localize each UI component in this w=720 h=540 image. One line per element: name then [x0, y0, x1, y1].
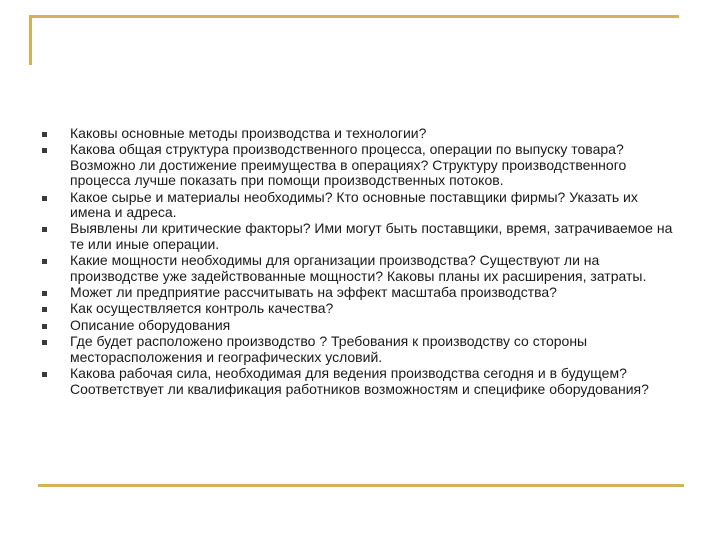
list-item-text: Каковы основные методы производства и технологии?: [70, 125, 427, 141]
square-bullet-icon: [42, 227, 47, 232]
list-item: [40, 190, 680, 221]
slide-content: [40, 126, 680, 398]
list-item: [40, 142, 680, 188]
frame-top-line: [29, 15, 679, 18]
square-bullet-icon: [42, 340, 47, 345]
square-bullet-icon: [42, 132, 47, 137]
square-bullet-icon: [42, 148, 47, 153]
list-item: [40, 318, 680, 333]
square-bullet-icon: [42, 372, 47, 377]
square-bullet-icon: [42, 291, 47, 296]
list-item: [40, 334, 680, 365]
square-bullet-icon: [42, 196, 47, 201]
list-item-text: Может ли предприятие рассчитывать на эффект масштаба производства?: [70, 284, 557, 301]
list-item-text: Какова общая структура производственного процесса, операции по выпуску товара? Возможно ли достижение преимущества в операциях? Структуру производственного процесса лучше показать при помощи производственных потоков.: [70, 141, 627, 189]
list-item-text: Описание оборудования: [70, 316, 231, 333]
list-item-text: Какие мощности необходимы для организации производства? Существуют ли на производстве уже задействованные мощности? Каковы планы их расширения, затраты.: [70, 252, 647, 284]
list-item-text: Где будет расположено производство ? Требования к производству со стороны месторасположения и географических условий.: [70, 333, 588, 365]
square-bullet-icon: [42, 259, 47, 264]
list-item: [40, 253, 680, 284]
list-item: [40, 285, 680, 300]
list-item-text: Какое сырье и материалы необходимы? Кто основные поставщики фирмы? Указать их имена и адреса.: [70, 188, 638, 221]
bullet-list: [40, 126, 680, 397]
frame-bottom-line: [38, 484, 684, 487]
list-item-text: Какова рабочая сила, необходимая для ведения производства сегодня и в будущем? Соответствует ли квалификация работников возможностям и специфике оборудования?: [70, 365, 649, 397]
list-item: [40, 301, 680, 316]
list-item: [40, 126, 680, 141]
list-item: [40, 366, 680, 397]
square-bullet-icon: [42, 324, 47, 329]
frame-left-line: [29, 15, 32, 65]
square-bullet-icon: [42, 307, 47, 312]
list-item-text: Выявлены ли критические факторы? Ими могут быть поставщики, время, затрачиваемое на те или иные операции.: [70, 220, 673, 252]
list-item-text: Как осуществляется контроль качества?: [70, 300, 334, 317]
list-item: [40, 221, 680, 252]
